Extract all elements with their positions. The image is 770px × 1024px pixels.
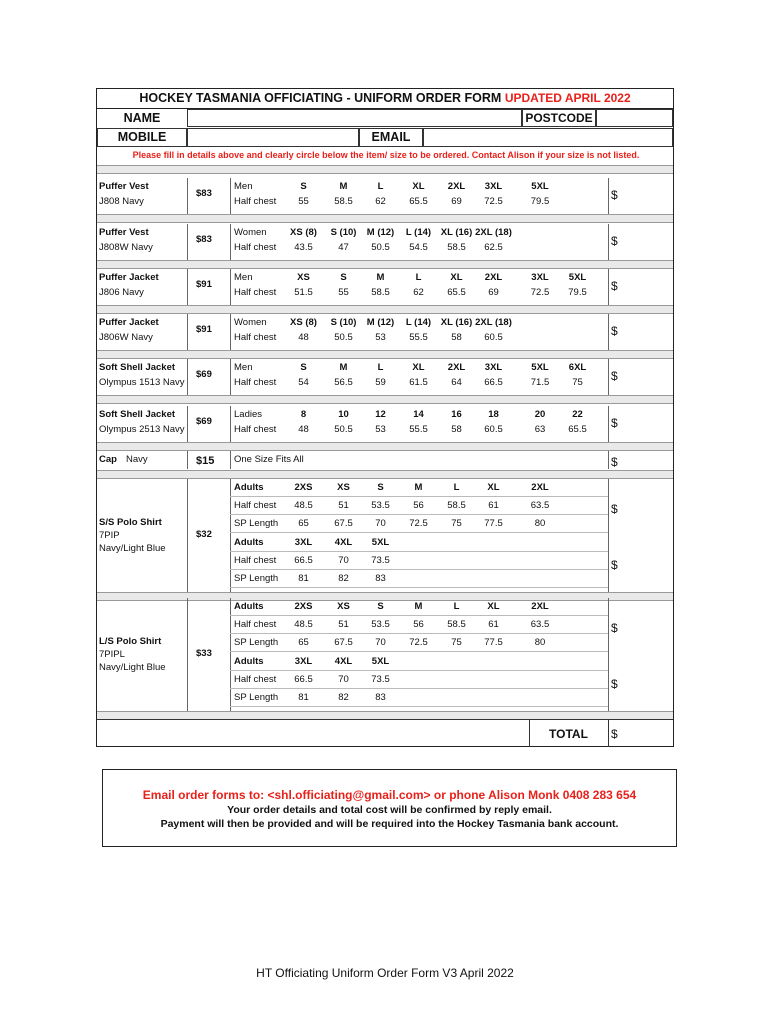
size-option[interactable]: XS xyxy=(337,482,350,493)
row-rule xyxy=(230,633,608,634)
size-option[interactable]: 2XL xyxy=(447,181,466,192)
size-option[interactable]: S xyxy=(377,482,384,493)
chest-value: 54.5 xyxy=(409,242,428,253)
cap-note: One Size Fits All xyxy=(234,454,304,465)
size-option[interactable]: 2XL xyxy=(531,482,549,493)
length-value: 72.5 xyxy=(409,637,428,648)
name-field[interactable] xyxy=(187,109,522,127)
chest-value: 43.5 xyxy=(294,242,313,253)
length-label: SP Length xyxy=(234,692,279,703)
gender-label: Ladies xyxy=(234,409,262,420)
length-value: 65 xyxy=(298,637,309,648)
chest-value: 51.5 xyxy=(294,287,313,298)
polo-price: $33 xyxy=(196,648,212,659)
product-code: J806W Navy xyxy=(99,332,153,343)
polo-colors: Navy/Light Blue xyxy=(99,543,166,554)
size-option[interactable]: M xyxy=(414,482,423,493)
column-divider xyxy=(230,359,231,395)
size-option[interactable]: XL xyxy=(412,362,425,373)
chest-value: 55 xyxy=(298,196,309,207)
length-value: 80 xyxy=(534,518,546,529)
product-code: J808 Navy xyxy=(99,196,144,207)
chest-value: 65.5 xyxy=(409,196,428,207)
chest-value: 62 xyxy=(375,196,386,207)
length-value: 72.5 xyxy=(409,518,428,529)
column-divider xyxy=(608,224,609,260)
chest-value: 72.5 xyxy=(484,196,503,207)
chest-value: 71.5 xyxy=(530,377,550,388)
chest-value: 58.5 xyxy=(447,242,466,253)
gender-label: Men xyxy=(234,362,253,373)
chest-value: 65.5 xyxy=(568,424,587,435)
chest-value: 79.5 xyxy=(568,287,587,298)
column-divider xyxy=(187,406,188,442)
row-separator xyxy=(97,260,673,269)
size-option[interactable]: 5XL xyxy=(568,272,587,283)
polo-colors: Navy/Light Blue xyxy=(99,662,166,673)
size-option[interactable]: XL xyxy=(487,601,500,612)
size-option[interactable]: 2XL xyxy=(531,601,549,612)
row-rule xyxy=(230,615,608,616)
column-divider xyxy=(230,314,231,350)
polo-name: S/S Polo Shirt xyxy=(99,517,162,528)
size-option[interactable]: XL xyxy=(412,181,425,192)
chest-value: 69 xyxy=(488,287,499,298)
length-value: 83 xyxy=(375,573,386,584)
column-divider xyxy=(230,224,231,260)
cap-price: $15 xyxy=(196,455,215,467)
column-divider xyxy=(608,479,609,593)
chest-value: 63.5 xyxy=(530,500,550,511)
chest-value: 58.5 xyxy=(371,287,390,298)
size-option[interactable]: 3XL xyxy=(484,181,503,192)
size-option[interactable]: 2XS xyxy=(294,482,313,493)
row-rule xyxy=(230,651,608,652)
size-option[interactable]: 22 xyxy=(572,409,583,420)
product-code: J806 Navy xyxy=(99,287,144,298)
contact-payment-line: Payment will then be provided and will be required into the Hockey Tasmania bank account. xyxy=(160,818,619,830)
instructions-text: Please fill in details above and clearly circle below the item/ size to be ordered. Contact Alison if your size is not listed. xyxy=(132,150,640,160)
chest-value: 53 xyxy=(375,424,386,435)
chest-value: 56 xyxy=(413,619,424,630)
row-separator xyxy=(97,214,673,223)
product-price: $69 xyxy=(196,416,212,427)
product-name: Soft Shell Jacket xyxy=(99,362,176,373)
size-option[interactable]: 6XL xyxy=(568,362,587,373)
postcode-field[interactable] xyxy=(596,109,673,127)
line-total-field[interactable]: $ xyxy=(611,369,618,383)
chest-value: 66.5 xyxy=(294,674,313,685)
size-option[interactable]: XS xyxy=(297,272,310,283)
chest-value: 50.5 xyxy=(371,242,390,253)
chest-value: 69 xyxy=(451,196,462,207)
size-option[interactable]: S xyxy=(340,272,347,283)
column-divider xyxy=(187,224,188,260)
size-option[interactable]: M (12) xyxy=(366,317,395,328)
row-rule xyxy=(230,587,608,588)
size-option[interactable]: 12 xyxy=(375,409,386,420)
column-divider xyxy=(187,359,188,395)
cap-name: Cap xyxy=(99,454,117,465)
chest-value: 58.5 xyxy=(334,196,353,207)
chest-value: 48 xyxy=(298,424,309,435)
chest-value: 58.5 xyxy=(447,500,466,511)
size-option[interactable]: 5XL xyxy=(531,362,549,373)
measure-label: Half chest xyxy=(234,287,277,298)
size-option[interactable]: M xyxy=(339,362,348,373)
row-rule xyxy=(230,569,608,570)
column-divider xyxy=(608,359,609,395)
chest-value: 72.5 xyxy=(530,287,550,298)
length-value: 82 xyxy=(338,692,349,703)
product-name: Puffer Jacket xyxy=(99,272,159,283)
column-divider xyxy=(608,406,609,442)
chest-value: 60.5 xyxy=(484,424,503,435)
size-option[interactable]: XL (16) xyxy=(440,227,473,238)
chest-value: 53.5 xyxy=(371,500,390,511)
size-option[interactable]: 2XL xyxy=(447,362,466,373)
chest-label: Half chest xyxy=(234,674,277,685)
size-option[interactable]: XL xyxy=(487,482,500,493)
column-divider xyxy=(187,479,188,593)
chest-value: 50.5 xyxy=(334,424,353,435)
row-rule xyxy=(230,706,608,707)
email-label: EMAIL xyxy=(359,128,423,147)
column-divider xyxy=(608,178,609,214)
chest-value: 66.5 xyxy=(294,555,313,566)
total-amount-field[interactable]: $ xyxy=(611,727,618,741)
length-label: SP Length xyxy=(234,637,279,648)
size-option[interactable]: 2XL (18) xyxy=(475,317,512,328)
chest-value: 65.5 xyxy=(447,287,466,298)
name-label: NAME xyxy=(123,111,161,125)
column-divider xyxy=(608,269,609,305)
length-value: 77.5 xyxy=(484,518,503,529)
product-code: Olympus 2513 Navy xyxy=(99,424,185,435)
chest-value: 63 xyxy=(534,424,546,435)
length-value: 80 xyxy=(534,637,546,648)
chest-value: 61 xyxy=(488,500,499,511)
size-option[interactable]: 3XL xyxy=(531,272,549,283)
size-option[interactable]: S (10) xyxy=(330,317,357,328)
row-separator xyxy=(97,470,673,479)
measure-label: Half chest xyxy=(234,242,277,253)
length-value: 81 xyxy=(298,692,309,703)
size-option[interactable]: 4XL xyxy=(334,656,353,667)
line-total-field[interactable]: $ xyxy=(611,234,618,248)
chest-label: Half chest xyxy=(234,619,277,630)
length-label: SP Length xyxy=(234,518,279,529)
chest-value: 48.5 xyxy=(294,500,313,511)
measure-label: Half chest xyxy=(234,377,277,388)
length-value: 75 xyxy=(451,637,462,648)
chest-value: 63.5 xyxy=(530,619,550,630)
order-form xyxy=(96,88,674,747)
line-total-field[interactable]: $ xyxy=(611,558,618,572)
postcode-label: POSTCODE xyxy=(522,109,596,127)
row-rule xyxy=(230,514,608,515)
size-option[interactable]: 8 xyxy=(300,409,307,420)
length-value: 65 xyxy=(298,518,309,529)
chest-value: 66.5 xyxy=(484,377,503,388)
form-title-main: HOCKEY TASMANIA OFFICIATING - UNIFORM ORDER FORM xyxy=(139,91,502,105)
size-option[interactable]: 5XL xyxy=(371,656,390,667)
length-value: 81 xyxy=(298,573,309,584)
email-field[interactable] xyxy=(423,128,673,147)
chest-value: 62 xyxy=(413,287,424,298)
size-option[interactable]: XS xyxy=(337,601,350,612)
row-rule xyxy=(230,496,608,497)
column-divider xyxy=(608,451,609,469)
row-separator xyxy=(97,350,673,359)
contact-box xyxy=(102,769,677,847)
chest-value: 53.5 xyxy=(371,619,390,630)
size-option[interactable]: L xyxy=(453,601,460,612)
chest-value: 70 xyxy=(338,674,349,685)
size-option[interactable]: 20 xyxy=(534,409,546,420)
chest-value: 73.5 xyxy=(371,555,390,566)
cap-total-field[interactable]: $ xyxy=(611,455,618,469)
gender-label: Women xyxy=(234,317,267,328)
product-price: $69 xyxy=(196,369,212,380)
size-option[interactable]: S xyxy=(377,601,384,612)
contact-email-line[interactable]: Email order forms to: <shl.officiating@gmail.com> or phone Alison Monk 0408 283 654 xyxy=(142,788,637,802)
size-option[interactable]: XS (8) xyxy=(290,227,317,238)
size-option[interactable]: M xyxy=(376,272,385,283)
adults-label: Adults xyxy=(234,601,264,612)
size-option[interactable]: L (14) xyxy=(405,227,432,238)
product-price: $83 xyxy=(196,188,212,199)
product-name: Soft Shell Jacket xyxy=(99,409,176,420)
chest-value: 75 xyxy=(572,377,583,388)
product-name: Puffer Vest xyxy=(99,227,149,238)
chest-value: 51 xyxy=(338,619,349,630)
chest-value: 56 xyxy=(413,500,424,511)
column-divider xyxy=(230,269,231,305)
adults-label: Adults xyxy=(234,482,264,493)
row-separator xyxy=(97,395,673,404)
size-option[interactable]: S xyxy=(300,181,307,192)
row-rule xyxy=(230,551,608,552)
size-option[interactable]: 16 xyxy=(451,409,462,420)
measure-label: Half chest xyxy=(234,424,277,435)
product-price: $91 xyxy=(196,279,212,290)
chest-value: 61.5 xyxy=(409,377,428,388)
chest-value: 70 xyxy=(338,555,349,566)
size-option[interactable]: 3XL xyxy=(484,362,503,373)
line-total-field[interactable]: $ xyxy=(611,621,618,635)
size-option[interactable]: L xyxy=(453,482,460,493)
cap-color: Navy xyxy=(126,454,148,465)
line-total-field[interactable]: $ xyxy=(611,279,618,293)
adults-label: Adults xyxy=(234,537,264,548)
column-divider xyxy=(187,598,188,712)
size-option[interactable]: 5XL xyxy=(371,537,390,548)
line-total-field[interactable]: $ xyxy=(611,188,618,202)
polo-code: 7PIP xyxy=(99,530,120,541)
size-option[interactable]: 14 xyxy=(413,409,424,420)
row-separator xyxy=(97,442,673,451)
chest-value: 54 xyxy=(298,377,309,388)
mobile-field[interactable] xyxy=(187,128,359,147)
page-footer: HT Officiating Uniform Order Form V3 April 2022 xyxy=(256,966,514,980)
gender-label: Men xyxy=(234,272,253,283)
size-option[interactable]: L (14) xyxy=(405,317,432,328)
product-price: $91 xyxy=(196,324,212,335)
length-value: 70 xyxy=(375,637,386,648)
size-option[interactable]: 4XL xyxy=(334,537,353,548)
size-option[interactable]: L xyxy=(377,181,384,192)
chest-value: 50.5 xyxy=(334,332,353,343)
chest-value: 47 xyxy=(338,242,349,253)
chest-value: 55 xyxy=(338,287,349,298)
row-rule xyxy=(230,688,608,689)
mobile-label: MOBILE xyxy=(97,128,187,147)
size-option[interactable]: 10 xyxy=(338,409,349,420)
row-separator xyxy=(97,592,673,601)
line-total-field[interactable]: $ xyxy=(611,416,618,430)
chest-label: Half chest xyxy=(234,500,277,511)
chest-value: 60.5 xyxy=(484,332,503,343)
length-value: 70 xyxy=(375,518,386,529)
measure-label: Half chest xyxy=(234,196,277,207)
polo-code: 7PIPL xyxy=(99,649,125,660)
line-total-field[interactable]: $ xyxy=(611,502,618,516)
length-value: 77.5 xyxy=(484,637,503,648)
gender-label: Men xyxy=(234,181,253,192)
column-divider xyxy=(187,451,188,469)
size-option[interactable]: 2XL xyxy=(484,272,503,283)
line-total-field[interactable]: $ xyxy=(611,324,618,338)
adults-label: Adults xyxy=(234,656,264,667)
size-option[interactable]: XL (16) xyxy=(440,317,473,328)
length-value: 67.5 xyxy=(334,518,353,529)
chest-label: Half chest xyxy=(234,555,277,566)
polo-name: L/S Polo Shirt xyxy=(99,636,162,647)
column-divider xyxy=(187,269,188,305)
size-option[interactable]: L xyxy=(415,272,422,283)
chest-value: 48.5 xyxy=(294,619,313,630)
product-name: Puffer Vest xyxy=(99,181,149,192)
size-option[interactable]: S (10) xyxy=(330,227,357,238)
chest-value: 64 xyxy=(451,377,462,388)
row-rule xyxy=(230,532,608,533)
column-divider xyxy=(608,314,609,350)
size-option[interactable]: 2XL (18) xyxy=(475,227,512,238)
chest-value: 62.5 xyxy=(484,242,503,253)
chest-value: 48 xyxy=(298,332,309,343)
chest-value: 58 xyxy=(451,332,462,343)
size-option[interactable]: S xyxy=(300,362,307,373)
length-label: SP Length xyxy=(234,573,279,584)
chest-value: 59 xyxy=(375,377,386,388)
chest-value: 61 xyxy=(488,619,499,630)
column-divider xyxy=(187,178,188,214)
chest-value: 55.5 xyxy=(409,424,428,435)
size-option[interactable]: 3XL xyxy=(294,656,313,667)
size-option[interactable]: 3XL xyxy=(294,537,313,548)
product-price: $83 xyxy=(196,234,212,245)
chest-value: 55.5 xyxy=(409,332,428,343)
chest-value: 73.5 xyxy=(371,674,390,685)
chest-value: 58.5 xyxy=(447,619,466,630)
size-option[interactable]: L xyxy=(377,362,384,373)
chest-value: 58 xyxy=(451,424,462,435)
line-total-field[interactable]: $ xyxy=(611,677,618,691)
gender-label: Women xyxy=(234,227,267,238)
length-value: 75 xyxy=(451,518,462,529)
length-value: 82 xyxy=(338,573,349,584)
column-divider xyxy=(608,598,609,712)
measure-label: Half chest xyxy=(234,332,277,343)
column-divider xyxy=(230,178,231,214)
size-option[interactable]: 2XS xyxy=(294,601,313,612)
form-title-updated: UPDATED APRIL 2022 xyxy=(504,91,631,105)
size-option[interactable]: M (12) xyxy=(366,227,395,238)
row-separator xyxy=(97,305,673,314)
size-option[interactable]: XL xyxy=(450,272,463,283)
chest-value: 56.5 xyxy=(334,377,353,388)
length-value: 67.5 xyxy=(334,637,353,648)
product-name: Puffer Jacket xyxy=(99,317,159,328)
product-code: J808W Navy xyxy=(99,242,153,253)
size-option[interactable]: M xyxy=(414,601,423,612)
polo-price: $32 xyxy=(196,529,212,540)
size-option[interactable]: 18 xyxy=(488,409,499,420)
chest-value: 53 xyxy=(375,332,386,343)
size-option[interactable]: 5XL xyxy=(531,181,549,192)
size-option[interactable]: XS (8) xyxy=(290,317,317,328)
chest-value: 79.5 xyxy=(530,196,550,207)
row-separator xyxy=(97,165,673,174)
column-divider xyxy=(230,451,231,469)
contact-confirm-line: Your order details and total cost will be confirmed by reply email. xyxy=(227,804,552,816)
column-divider xyxy=(230,406,231,442)
form-title xyxy=(97,90,673,107)
chest-value: 51 xyxy=(338,500,349,511)
column-divider xyxy=(187,314,188,350)
length-value: 83 xyxy=(375,692,386,703)
product-code: Olympus 1513 Navy xyxy=(99,377,185,388)
total-label: TOTAL xyxy=(549,727,588,741)
size-option[interactable]: M xyxy=(339,181,348,192)
row-rule xyxy=(230,670,608,671)
